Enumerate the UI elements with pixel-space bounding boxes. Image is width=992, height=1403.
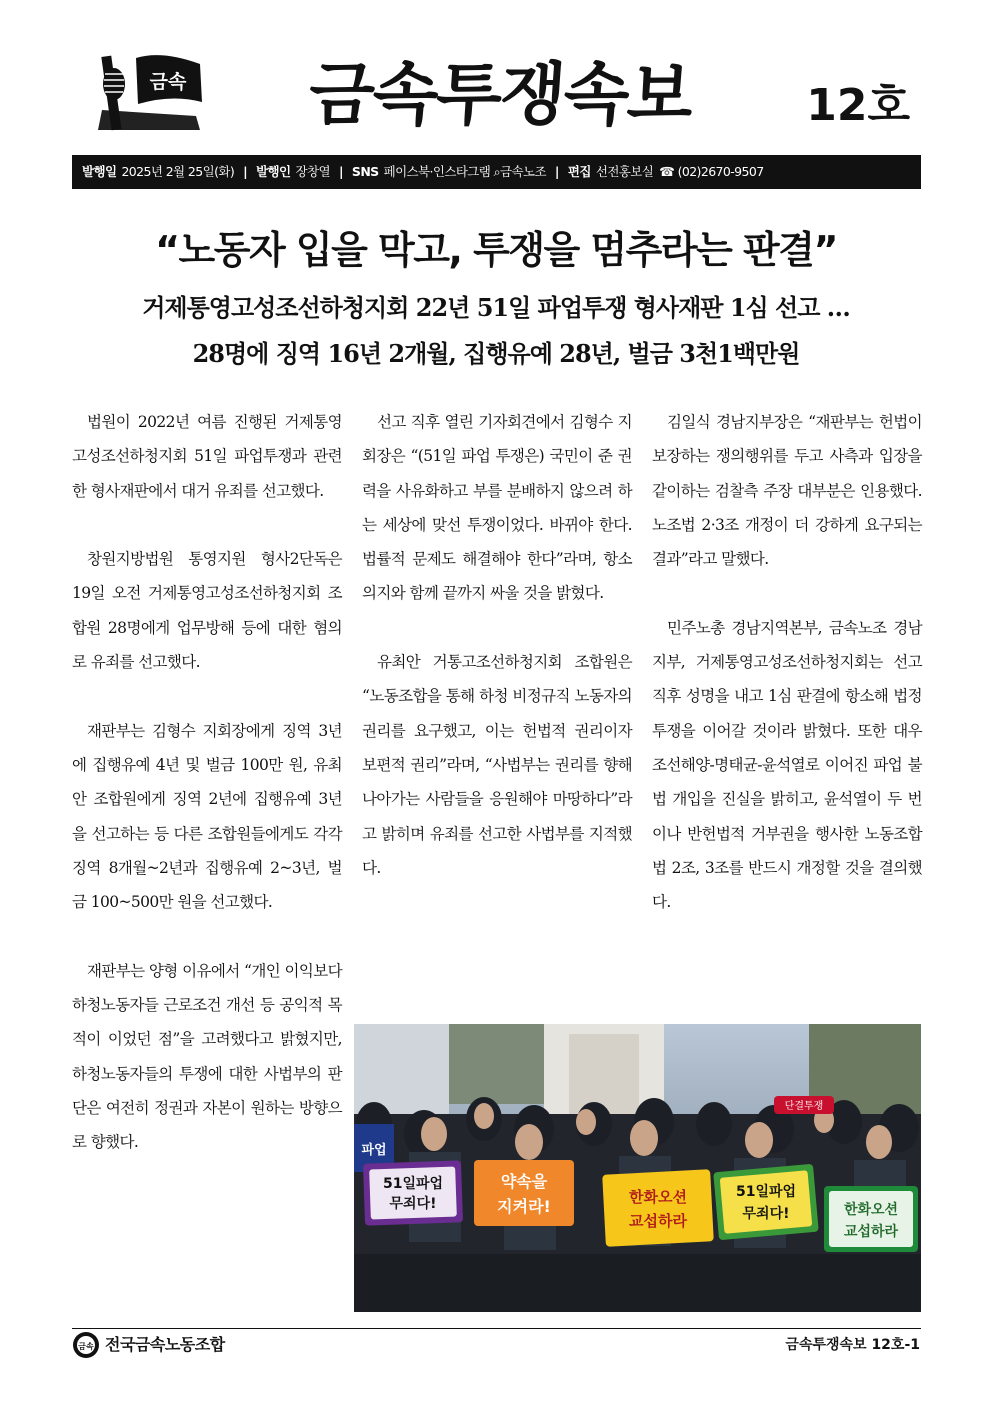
phone-number: ☎ (02)2670-9507 bbox=[659, 164, 764, 179]
subheadline-1: 거제통영고성조선하청지회 22년 51일 파업투쟁 형사재판 1심 선고 … bbox=[142, 293, 850, 322]
paragraph: 법원이 2022년 여름 진행된 거제통영고성조선하청지회 51일 파업투쟁과 관련한 형사재판에서 대거 유죄를 선고했다. bbox=[72, 413, 342, 500]
sign-line-1: 51일파업 bbox=[735, 1184, 797, 1200]
paragraph: 민주노총 경남지역본부, 금속노조 경남지부, 거제통영고성조선하청지회는 선고 직후 성명을 내고 1심 판결에 항소해 법정 투쟁을 이어갈 것이라 밝혔다. 또한 대우조선해양-명태균-윤석열로 이어진 파업 불법 개입을 진실을 밝히고, 윤석열이 두 번이나 반헌법적 거부권을 행사한 노동조합법 2조, 3조를 반드시 개정할 것을 결의했다. bbox=[652, 618, 922, 912]
separator: | bbox=[338, 164, 343, 179]
sign-line-1: 51일파업 bbox=[382, 1176, 444, 1192]
union-flag-logo bbox=[92, 50, 206, 134]
sns-info: 페이스북·인스타그램 ⌕금속노조 bbox=[383, 164, 546, 179]
rally-photo bbox=[354, 1024, 921, 1312]
protest-sign bbox=[602, 1169, 714, 1247]
hat-text: 단결투쟁 bbox=[784, 1101, 824, 1112]
publication-info-bar bbox=[72, 155, 921, 189]
publisher-name: 장창열 bbox=[295, 164, 330, 179]
issue-number: 12호 bbox=[806, 80, 910, 131]
paragraph: 창원지방법원 통영지원 형사2단독은 19일 오전 거제통영고성조선하청지회 조합원 28명에게 업무방해 등에 대한 혐의로 유죄를 선고했다. bbox=[72, 550, 342, 672]
article-column-3 bbox=[652, 405, 922, 954]
editor-label: 편집 bbox=[567, 164, 591, 179]
paragraph: 재판부는 김형수 지회장에게 징역 3년에 집행유예 4년 및 벌금 100만 원, 유최안 조합원에게 징역 2년에 집행유예 3년을 선고하는 등 다른 조합원들에게도 각각 징역 8개월~2년과 집행유예 2~3년, 벌금 100~500만 원을 선고했다. bbox=[72, 721, 342, 912]
protest-sign bbox=[824, 1186, 918, 1252]
footer-logo-text: 금속 bbox=[78, 1342, 94, 1351]
newsletter-title: 금속투쟁속보 bbox=[306, 56, 694, 135]
sign-line-2: 교섭하라 bbox=[843, 1224, 899, 1240]
paragraph: 유최안 거통고조선하청지회 조합원은 “노동조합을 통해 하청 비정규직 노동자의 권리를 요구했고, 이는 헌법적 권리이자 보편적 권리”라며, “사법부는 권리를 향해 나아가는 사람들을 응원해야 마땅하다”라고 밝히며 유죄를 선고한 사법부를 지적했다. bbox=[362, 653, 632, 877]
footer-org-name: 전국금속노동조합 bbox=[105, 1335, 225, 1354]
sign-line-2: 무죄다! bbox=[742, 1206, 790, 1222]
publisher-label: 발행인 bbox=[256, 164, 291, 179]
sign-line-1: 약속을 bbox=[500, 1172, 548, 1191]
sign-line-2: 무죄다! bbox=[389, 1196, 437, 1212]
protest-sign bbox=[363, 1160, 463, 1225]
banner-text: 파업 bbox=[361, 1143, 387, 1158]
footer-page-label: 금속투쟁속보 12호-1 bbox=[785, 1337, 920, 1353]
sign-line-2: 교섭하라 bbox=[629, 1212, 687, 1230]
union-logo-icon bbox=[72, 1331, 100, 1359]
footer-divider bbox=[72, 1328, 921, 1329]
date-label: 발행일 bbox=[82, 164, 117, 179]
sign-line-1: 한화오션 bbox=[629, 1188, 687, 1206]
protest-sign bbox=[474, 1160, 574, 1226]
logo-text: 금속 bbox=[149, 71, 187, 93]
main-headline: “노동자 입을 막고, 투쟁을 멈추라는 판결” bbox=[155, 228, 837, 272]
paragraph: 재판부는 양형 이유에서 “개인 이익보다 하청노동자들 근로조건 개선 등 공익적 목적이 이었던 점”을 고려했다고 밝혔지만, 하청노동자들의 투쟁에 대한 사법부의 판단은 여전히 정권과 자본이 원하는 방향으로 향했다. bbox=[72, 961, 342, 1152]
separator: | bbox=[243, 164, 248, 179]
separator: | bbox=[554, 164, 559, 179]
editor-name: 선전홍보실 bbox=[595, 164, 654, 179]
article-column-2 bbox=[362, 405, 632, 919]
sns-label: SNS bbox=[351, 164, 379, 179]
rally-illustration bbox=[354, 1024, 921, 1312]
paragraph: 김일식 경남지부장은 “재판부는 헌법이 보장하는 쟁의행위를 두고 사측과 입장을 같이하는 검찰측 주장 대부분은 인용했다. 노조법 2·3조 개정이 더 강하게 요구되는 결과”라고 말했다. bbox=[652, 413, 922, 569]
publish-date: 2025년 2월 25일(화) bbox=[121, 164, 235, 179]
sign-line-2: 지켜라! bbox=[497, 1197, 551, 1216]
protest-sign bbox=[713, 1164, 819, 1240]
paragraph: 선고 직후 열린 기자회견에서 김형수 지회장은 “(51일 파업 투쟁은) 국민이 준 권력을 사유화하고 부를 분배하지 않으려 하는 세상에 맞선 투쟁이었다. 바뀌야 한다. 법률적 문제도 해결해야 한다”라며, 항소 의지와 함께 끝까지 싸울 것을 밝혔다. bbox=[362, 413, 632, 603]
sign-line-1: 한화오션 bbox=[843, 1202, 899, 1218]
article-column-1 bbox=[72, 405, 342, 1194]
subheadline-2: 28명에 징역 16년 2개월, 집행유예 28년, 벌금 3천1백만원 bbox=[192, 339, 800, 368]
